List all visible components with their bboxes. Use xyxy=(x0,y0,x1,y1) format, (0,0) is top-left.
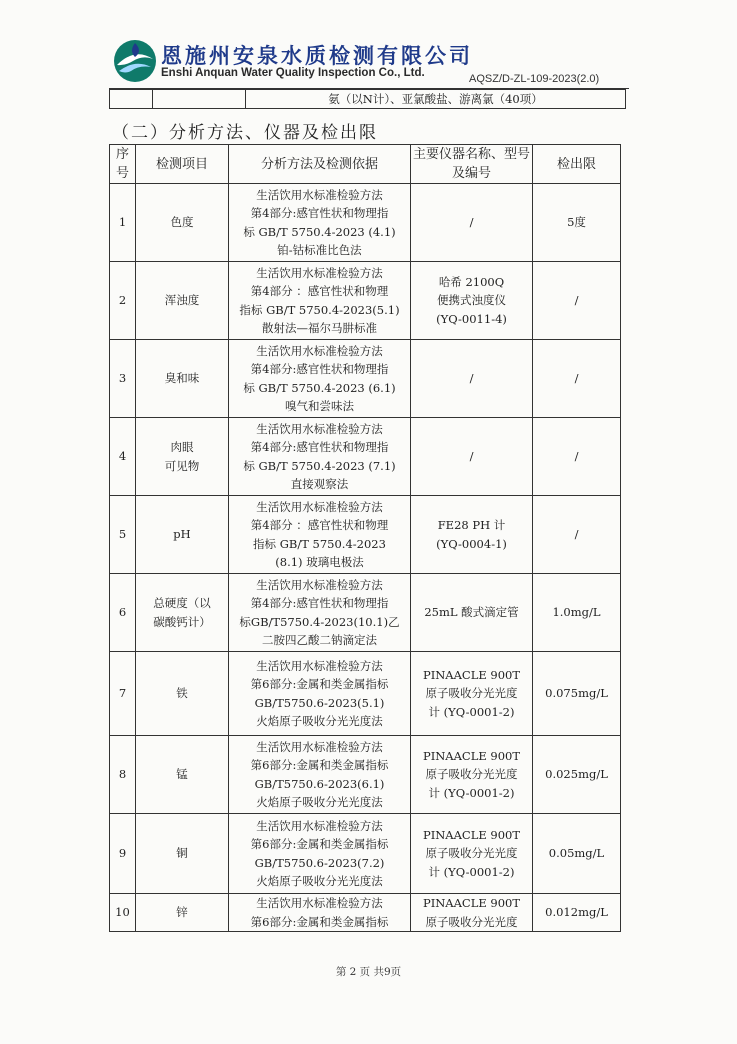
cell-method xyxy=(229,184,411,262)
cell-method-line: 生活饮用水标准检验方法 xyxy=(256,739,383,754)
section-title: （二）分析方法、仪器及检出限 xyxy=(112,123,378,143)
cell-method-line: 第4部分:感官性状和物理指 xyxy=(250,206,389,220)
cell-item-line: 色度 xyxy=(170,215,194,230)
cell-limit: 1.0mg/L xyxy=(533,574,621,652)
cell-method-line: 标GB/T5750.4-2023(10.1)乙 xyxy=(239,614,400,629)
cell-item-line: 铜 xyxy=(176,846,188,861)
cell-no: 2 xyxy=(110,262,136,340)
cell-method-line: 第4部分 ：感官性状和物理 xyxy=(250,284,389,298)
cell-instrument-line: FE28 PH 计 xyxy=(437,518,506,532)
cell-instrument-line: 原子吸收分光光度 xyxy=(425,686,518,701)
table-row xyxy=(110,262,621,340)
cell-no: 9 xyxy=(110,814,136,894)
methods-table xyxy=(109,144,621,932)
cell-instrument xyxy=(411,652,533,736)
cell-instrument-line: PINAACLE 900T xyxy=(422,896,521,910)
cell-item-line: 锰 xyxy=(176,767,188,782)
cell-instrument-line: / xyxy=(469,215,474,230)
cell-instrument-line: 计 (YQ-0001-2) xyxy=(428,704,515,719)
cell-limit: 0.025mg/L xyxy=(533,736,621,814)
cell-instrument-line: 原子吸收分光光度 xyxy=(425,846,518,861)
cell-instrument xyxy=(411,340,533,418)
cell-method-line: 铂-钴标准比色法 xyxy=(277,243,362,257)
cell-method-line: 第4部分:感官性状和物理指 xyxy=(250,440,389,454)
cell-limit: / xyxy=(533,496,621,574)
cell-method-line: GB/T5750.6-2023(5.1) xyxy=(254,695,385,710)
table-row xyxy=(110,814,621,894)
cell-method-line: GB/T5750.6-2023(6.1) xyxy=(254,776,385,791)
cell-method-line: 标 GB/T 5750.4-2023 (6.1) xyxy=(243,380,396,395)
cell-item-line: 碳酸钙计） xyxy=(153,614,211,629)
cell-instrument-line: 25mL 酸式滴定管 xyxy=(424,605,519,620)
cell-method-line: 生活饮用水标准检验方法 xyxy=(256,658,383,673)
cell-item xyxy=(136,418,229,496)
cell-method-line: 生活饮用水标准检验方法 xyxy=(256,421,383,436)
cell-item-line: 臭和味 xyxy=(164,371,200,386)
cell-method xyxy=(229,496,411,574)
cell-method-line: 生活饮用水标准检验方法 xyxy=(256,187,383,202)
cell-instrument-line: 计 (YQ-0001-2) xyxy=(428,864,515,879)
cell-item-line: 可见物 xyxy=(164,458,200,473)
cell-method-line: 散射法—福尔马肼标准 xyxy=(262,321,377,335)
header-item: 检测项目 xyxy=(136,145,229,184)
cell-limit: 0.075mg/L xyxy=(533,652,621,736)
cell-instrument-line: 便携式浊度仪 xyxy=(437,293,506,308)
continuation-cell-empty xyxy=(153,90,246,109)
cell-method-line: 第6部分:金属和类金属指标 xyxy=(250,837,389,851)
cell-no: 3 xyxy=(110,340,136,418)
cell-method-line: 生活饮用水标准检验方法 xyxy=(256,896,383,910)
cell-method-line: 直接观察法 xyxy=(290,477,349,491)
cell-instrument xyxy=(411,574,533,652)
cell-instrument xyxy=(411,184,533,262)
cell-item xyxy=(136,894,229,932)
cell-method-line: 指标 GB/T 5750.4-2023(5.1) xyxy=(239,302,400,317)
cell-item-line: 肉眼 xyxy=(170,440,194,454)
cell-instrument xyxy=(411,496,533,574)
continuation-cell-empty xyxy=(110,90,153,109)
cell-method-line: 火焰原子吸收分光光度法 xyxy=(256,714,383,728)
cell-limit: 0.05mg/L xyxy=(533,814,621,894)
cell-item xyxy=(136,652,229,736)
cell-instrument xyxy=(411,894,533,932)
cell-instrument-line: PINAACLE 900T xyxy=(422,748,521,763)
cell-item xyxy=(136,262,229,340)
cell-no: 4 xyxy=(110,418,136,496)
cell-method xyxy=(229,418,411,496)
cell-instrument xyxy=(411,418,533,496)
header-method: 分析方法及检测依据 xyxy=(229,145,411,184)
cell-method xyxy=(229,894,411,932)
cell-item xyxy=(136,184,229,262)
header-no: 序号 xyxy=(110,145,136,184)
cell-instrument xyxy=(411,736,533,814)
cell-instrument xyxy=(411,262,533,340)
cell-method-line: 火焰原子吸收分光光度法 xyxy=(256,795,383,809)
cell-instrument xyxy=(411,814,533,894)
cell-method-line: 第4部分:感官性状和物理指 xyxy=(250,362,389,376)
cell-method xyxy=(229,574,411,652)
document-code: AQSZ/D-ZL-109-2023(2.0) xyxy=(469,73,600,85)
company-name-cn: 恩施州安泉水质检测有限公司 xyxy=(161,44,473,68)
continuation-table xyxy=(109,89,626,109)
company-name-en: Enshi Anquan Water Quality Inspection Co., Ltd. xyxy=(161,67,425,79)
cell-limit: / xyxy=(533,418,621,496)
cell-item xyxy=(136,574,229,652)
cell-item-line: 总硬度（以 xyxy=(153,596,211,610)
cell-method-line: 第6部分:金属和类金属指标 xyxy=(250,914,389,929)
cell-no: 10 xyxy=(110,894,136,932)
cell-item xyxy=(136,340,229,418)
table-row xyxy=(110,736,621,814)
cell-no: 1 xyxy=(110,184,136,262)
cell-method-line: 火焰原子吸收分光光度法 xyxy=(256,874,383,888)
header-instrument: 主要仪器名称、型号及编号 xyxy=(411,145,533,184)
cell-item-line: pH xyxy=(173,527,191,542)
cell-no: 5 xyxy=(110,496,136,574)
page-footer: 第 2 页 共9页 xyxy=(335,966,402,978)
cell-item xyxy=(136,736,229,814)
cell-method-line: 第6部分:金属和类金属指标 xyxy=(250,758,389,772)
cell-item xyxy=(136,496,229,574)
cell-limit: / xyxy=(533,340,621,418)
cell-method-line: GB/T5750.6-2023(7.2) xyxy=(254,855,385,870)
cell-method-line: 第4部分 ：感官性状和物理 xyxy=(250,518,389,532)
cell-method-line: 指标 GB/T 5750.4-2023 xyxy=(253,536,386,551)
cell-instrument-line: 哈希 2100Q xyxy=(438,274,505,289)
table-row xyxy=(110,418,621,496)
cell-method-line: 嗅气和尝味法 xyxy=(285,399,354,413)
cell-method-line: 二胺四乙酸二钠滴定法 xyxy=(262,633,377,647)
header-limit: 检出限 xyxy=(533,145,621,184)
cell-instrument-line: (YQ-0004-1) xyxy=(436,536,507,551)
cell-method xyxy=(229,736,411,814)
table-row xyxy=(110,184,621,262)
cell-method xyxy=(229,262,411,340)
table-row xyxy=(110,496,621,574)
cell-method-line: 标 GB/T 5750.4-2023 (7.1) xyxy=(243,458,396,473)
cell-method xyxy=(229,814,411,894)
cell-method-line: 生活饮用水标准检验方法 xyxy=(256,265,383,280)
cell-method-line: 生活饮用水标准检验方法 xyxy=(256,818,383,833)
cell-instrument-line: 计 (YQ-0001-2) xyxy=(428,785,515,800)
company-logo xyxy=(113,39,157,83)
table-row xyxy=(110,340,621,418)
cell-method xyxy=(229,652,411,736)
cell-method-line: 生活饮用水标准检验方法 xyxy=(256,499,383,514)
cell-no: 7 xyxy=(110,652,136,736)
cell-no: 6 xyxy=(110,574,136,652)
cell-no: 8 xyxy=(110,736,136,814)
continuation-cell-text: 氨（以N计）、亚氯酸盐、游离氯（40项） xyxy=(246,90,626,109)
table-header-row xyxy=(110,145,621,184)
cell-item xyxy=(136,814,229,894)
cell-item-line: 锌 xyxy=(176,905,188,920)
cell-limit: 5度 xyxy=(533,184,621,262)
cell-instrument-line: / xyxy=(469,449,474,464)
cell-method-line: 生活饮用水标准检验方法 xyxy=(256,577,383,592)
cell-method-line: 生活饮用水标准检验方法 xyxy=(256,343,383,358)
cell-instrument-line: 原子吸收分光光度 xyxy=(425,914,518,929)
cell-method-line: (8.1) 玻璃电极法 xyxy=(275,555,364,569)
table-row xyxy=(110,894,621,932)
cell-item-line: 铁 xyxy=(176,686,188,701)
table-row xyxy=(110,652,621,736)
cell-instrument-line: / xyxy=(469,371,474,386)
cell-limit: 0.012mg/L xyxy=(533,894,621,932)
table-row xyxy=(110,574,621,652)
cell-instrument-line: PINAACLE 900T xyxy=(422,667,521,682)
cell-limit: / xyxy=(533,262,621,340)
cell-instrument-line: PINAACLE 900T xyxy=(422,827,521,842)
cell-instrument-line: 原子吸收分光光度 xyxy=(425,767,518,782)
cell-method-line: 第6部分:金属和类金属指标 xyxy=(250,677,389,691)
cell-method-line: 第4部分:感官性状和物理指 xyxy=(250,596,389,610)
cell-method xyxy=(229,340,411,418)
cell-item-line: 浑浊度 xyxy=(164,293,200,308)
cell-instrument-line: (YQ-0011-4) xyxy=(436,311,507,326)
cell-method-line: 标 GB/T 5750.4-2023 (4.1) xyxy=(243,224,396,239)
